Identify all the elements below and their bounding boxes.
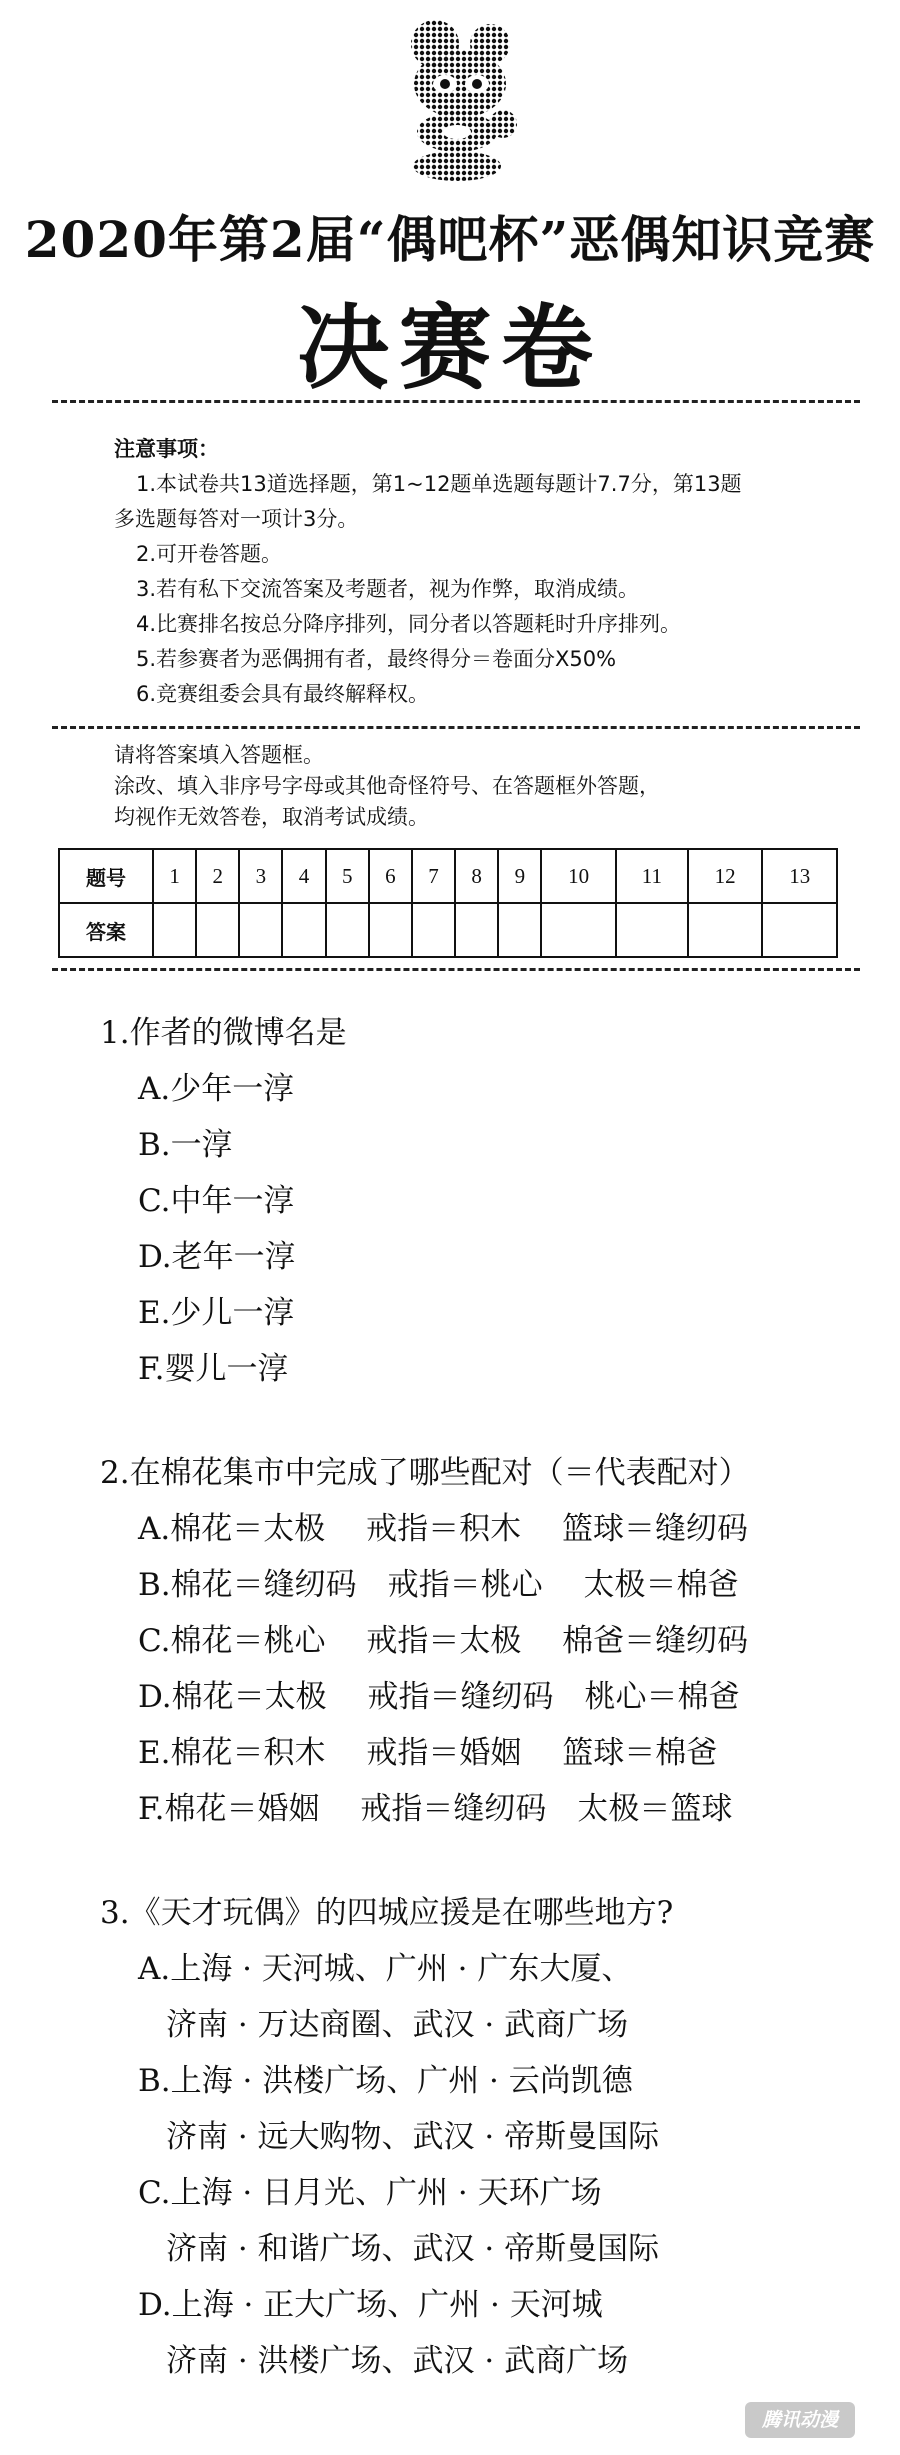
divider (52, 400, 860, 403)
notice-rule: 1.本试卷共13道选择题，第1~12题单选题每题计7.7分，第13题 (136, 472, 742, 496)
answer-cell[interactable] (369, 903, 412, 957)
answer-table-number-label: 题号 (59, 849, 153, 903)
option-a[interactable]: A.棉花＝太极 戒指＝积木 篮球＝缝纫码 (138, 1511, 748, 1547)
option-d-continued: 济南 · 洪楼广场、武汉 · 武商广场 (166, 2343, 629, 2379)
notice-rule: 6.竞赛组委会具有最终解释权。 (136, 682, 430, 706)
divider (52, 968, 860, 971)
question-number: 10 (541, 849, 615, 903)
option-a[interactable]: A.上海 · 天河城、广州 · 广东大厦、 (138, 1951, 633, 1987)
instructions (114, 740, 834, 833)
instruction-line: 请将答案填入答题框。 (114, 743, 324, 767)
notice-heading: 注意事项： (114, 437, 219, 461)
answer-cell[interactable] (541, 903, 615, 957)
question-number: 13 (762, 849, 837, 903)
question-stem: 3.《天才玩偶》的四城应援是在哪些地方? (100, 1895, 674, 1931)
option-e[interactable]: E.棉花＝积木 戒指＝婚姻 篮球＝棉爸 (138, 1735, 718, 1771)
option-f[interactable]: F.棉花＝婚姻 戒指＝缝纫码 太极＝篮球 (138, 1791, 733, 1827)
exam-title: 2020年第2届“偶吧杯”恶偶知识竞赛 (24, 210, 876, 269)
notice-section (114, 432, 834, 712)
exam-subtitle: 决赛卷 (296, 294, 603, 402)
notice-rule: 5.若参赛者为恶偶拥有者，最终得分＝卷面分X50% (136, 647, 617, 671)
answer-cell[interactable] (616, 903, 688, 957)
question-number: 1 (153, 849, 196, 903)
question-number: 7 (412, 849, 455, 903)
option-d[interactable]: D.上海 · 正大广场、广州 · 天河城 (138, 2287, 603, 2323)
answer-cell[interactable] (412, 903, 455, 957)
question-2 (100, 1445, 860, 1837)
question-number: 2 (196, 849, 239, 903)
option-b-continued: 济南 · 远大购物、武汉 · 帝斯曼国际 (166, 2119, 660, 2155)
question-number: 11 (616, 849, 688, 903)
answer-cell[interactable] (239, 903, 282, 957)
instruction-line: 涂改、填入非序号字母或其他奇怪符号、在答题框外答题， (114, 774, 660, 798)
panda-logo-icon (395, 14, 525, 184)
option-b[interactable]: B.上海 · 洪楼广场、广州 · 云尚凯德 (138, 2063, 633, 2099)
question-number: 12 (688, 849, 762, 903)
option-b[interactable]: B.棉花＝缝纫码 戒指＝桃心 太极＝棉爸 (138, 1567, 739, 1603)
option-a[interactable]: A.少年一淳 (138, 1071, 295, 1107)
answer-cell[interactable] (688, 903, 762, 957)
question-number: 5 (326, 849, 369, 903)
answer-cell[interactable] (196, 903, 239, 957)
option-d[interactable]: D.老年一淳 (138, 1239, 296, 1275)
option-d[interactable]: D.棉花＝太极 戒指＝缝纫码 桃心＝棉爸 (138, 1679, 740, 1715)
answer-cell[interactable] (282, 903, 325, 957)
option-c[interactable]: C.棉花＝桃心 戒指＝太极 棉爸＝缝纫码 (138, 1623, 749, 1659)
question-number: 9 (498, 849, 541, 903)
answer-cell[interactable] (153, 903, 196, 957)
question-number: 4 (282, 849, 325, 903)
notice-rule: 4.比赛排名按总分降序排列，同分者以答题耗时升序排列。 (136, 612, 682, 636)
option-f[interactable]: F.婴儿一淳 (138, 1351, 289, 1387)
option-b[interactable]: B.一淳 (138, 1127, 233, 1163)
answer-cell[interactable] (762, 903, 837, 957)
question-number: 8 (455, 849, 498, 903)
divider (52, 726, 860, 729)
question-1 (100, 1005, 860, 1397)
question-number: 3 (239, 849, 282, 903)
answer-cell[interactable] (455, 903, 498, 957)
question-3 (100, 1885, 860, 2389)
option-e[interactable]: E.少儿一淳 (138, 1295, 295, 1331)
question-stem: 1.作者的微博名是 (100, 1015, 347, 1051)
option-a-continued: 济南 · 万达商圈、武汉 · 武商广场 (166, 2007, 629, 2043)
question-stem: 2.在棉花集市中完成了哪些配对（＝代表配对） (100, 1455, 750, 1491)
watermark-logo: 腾讯动漫 (745, 2402, 855, 2438)
option-c[interactable]: C.中年一淳 (138, 1183, 295, 1219)
instruction-line: 均视作无效答卷，取消考试成绩。 (114, 805, 429, 829)
answer-table-answer-row (59, 903, 837, 957)
answer-cell[interactable] (326, 903, 369, 957)
answer-table (58, 848, 838, 958)
option-c-continued: 济南 · 和谐广场、武汉 · 帝斯曼国际 (166, 2231, 660, 2267)
answer-table-number-row (59, 849, 837, 903)
notice-rule: 2.可开卷答题。 (136, 542, 283, 566)
answer-cell[interactable] (498, 903, 541, 957)
question-number: 6 (369, 849, 412, 903)
notice-rule: 多选题每答对一项计3分。 (114, 507, 359, 531)
answer-table-answer-label: 答案 (59, 903, 153, 957)
notice-rule: 3.若有私下交流答案及考题者，视为作弊，取消成绩。 (136, 577, 640, 601)
option-c[interactable]: C.上海 · 日月光、广州 · 天环广场 (138, 2175, 602, 2211)
